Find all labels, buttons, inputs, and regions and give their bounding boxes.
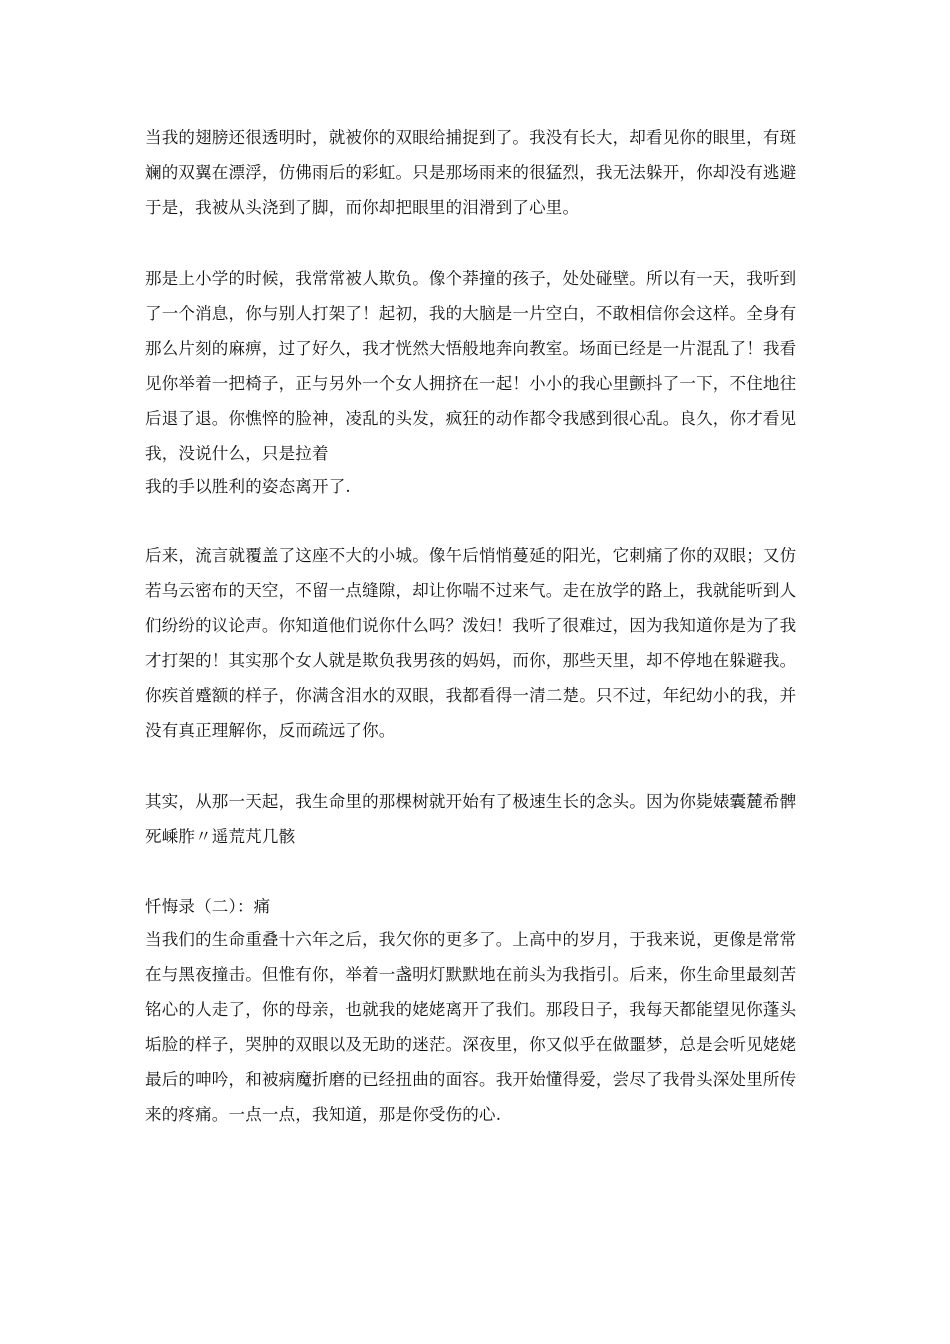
text-line: 才打架的！其实那个女人就是欺负我男孩的妈妈，而你，那些天里，却不停地在躲避我。: [145, 651, 797, 670]
text-line: 于是，我被从头浇到了脚，而你却把眼里的泪滑到了心里。: [145, 198, 580, 217]
text-line: 见你举着一把椅子，正与另外一个女人拥挤在一起！小小的我心里颤抖了一下，不住地往: [145, 374, 797, 393]
text-line: 没有真正理解你，反而疏远了你。: [145, 721, 396, 740]
text-line: 我的手以胜利的姿态离开了.: [145, 477, 351, 496]
text-line: 你疾首蹙额的样子，你满含泪水的双眼，我都看得一清二楚。只不过，年纪幼小的我，并: [145, 686, 797, 705]
text-line: 来的疼痛。一点一点，我知道，那是你受伤的心.: [145, 1105, 502, 1124]
text-line: 垢脸的样子，哭肿的双眼以及无助的迷茫。深夜里，你又似乎在做噩梦，总是会听见姥姥: [145, 1035, 797, 1054]
text-line: 当我们的生命重叠十六年之后，我欠你的更多了。上高中的岁月，于我来说，更像是常常: [145, 930, 797, 949]
text-line: 那是上小学的时候，我常常被人欺负。像个莽撞的孩子，处处碰壁。所以有一天，我听到: [145, 269, 797, 288]
text-line: 若乌云密布的天空，不留一点缝隙，却让你喘不过来气。走在放学的路上，我就能听到人: [145, 581, 797, 600]
text-line: 最后的呻吟，和被病魔折磨的已经扭曲的面容。我开始懂得爱，尝尽了我骨头深处里所传: [145, 1070, 797, 1089]
text-line: 我，没说什么，只是拉着: [145, 444, 329, 463]
text-line: 那么片刻的麻痹，过了好久，我才恍然大悟般地奔向教室。场面已经是一片混乱了！我看: [145, 339, 797, 358]
text-line: 当我的翅膀还很透明时，就被你的双眼给捕捉到了。我没有长大，却看见你的眼里，有斑: [145, 128, 797, 147]
text-line: 后来，流言就覆盖了这座不大的小城。像午后悄悄蔓延的阳光，它刺痛了你的双眼；又仿: [145, 546, 797, 565]
text-line: 斓的双翼在漂浮，仿佛雨后的彩虹。只是那场雨来的很猛烈，我无法躲开，你却没有逃避: [145, 163, 797, 182]
text-line: 死嵊胙〃遥荒芃几骸: [145, 827, 296, 846]
text-line: 在与黑夜撞击。但惟有你，举着一盏明灯默默地在前头为我指引。后来，你生命里最刻苦: [145, 965, 797, 984]
text-line: 后退了退。你憔悴的脸神，凌乱的头发，疯狂的动作都令我感到很心乱。良久，你才看见: [145, 409, 797, 428]
text-line: 们纷纷的议论声。你知道他们说你什么吗？泼妇！我听了很难过，因为我知道你是为了我: [145, 616, 797, 635]
text-line: 了一个消息，你与别人打架了！起初，我的大脑是一片空白，不敢相信你会这样。全身有: [145, 304, 797, 323]
text-line: 铭心的人走了，你的母亲，也就我的姥姥离开了我们。那段日子，我每天都能望见你蓬头: [145, 1000, 797, 1019]
section-heading: 忏悔录（二）：痛: [145, 897, 271, 916]
text-line: 其实，从那一天起，我生命里的那棵树就开始有了极速生长的念头。因为你毙婊囊麓希髀: [145, 792, 797, 811]
